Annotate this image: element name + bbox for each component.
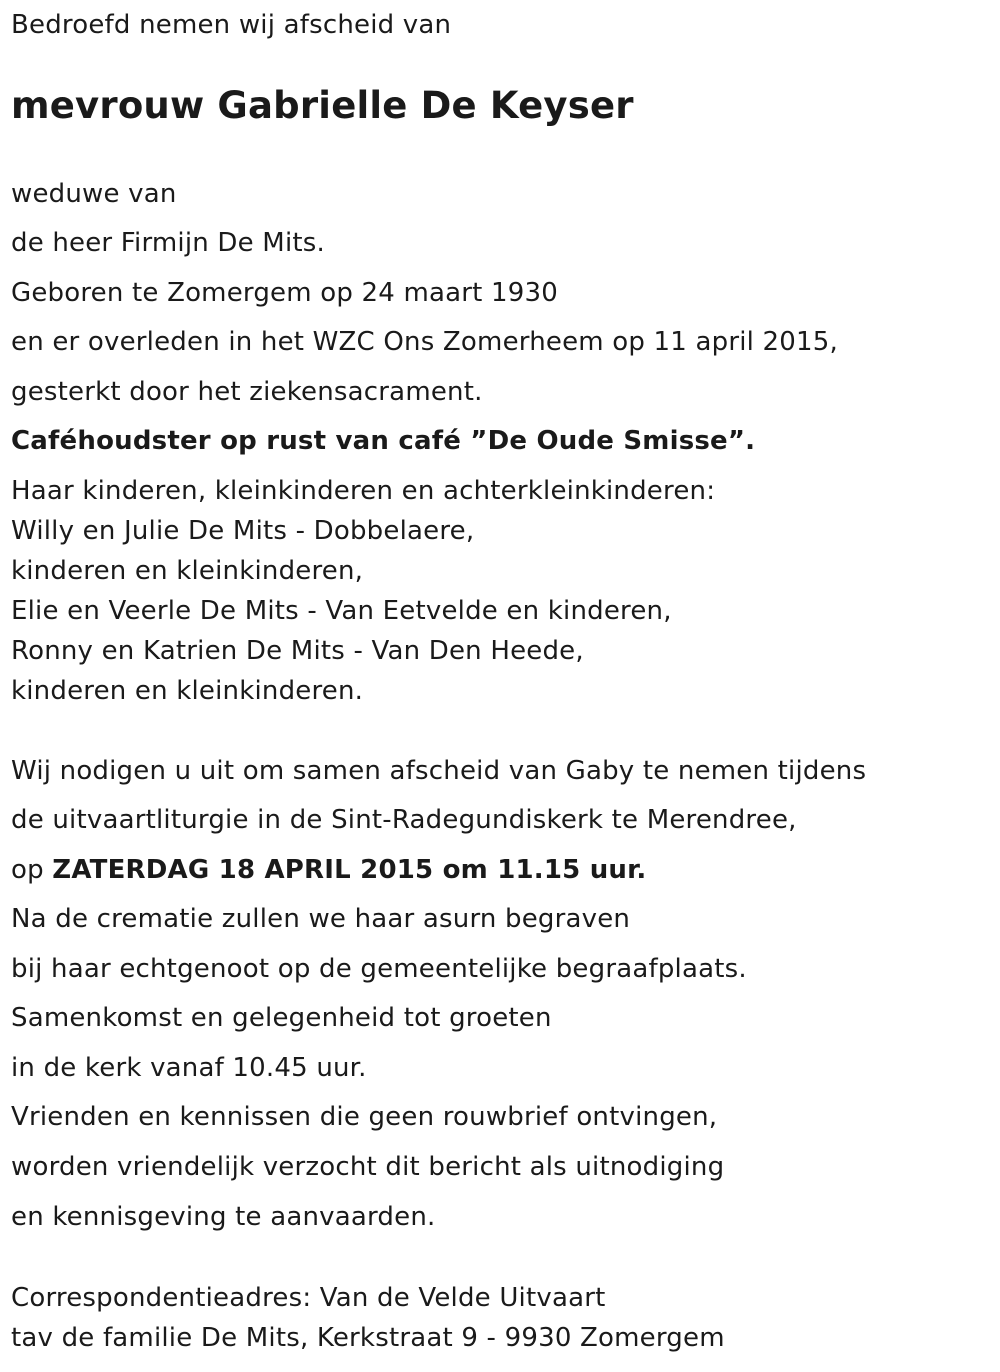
correspondence-address: tav de familie De Mits, Kerkstraat 9 - 9930 Zomergem xyxy=(11,1323,725,1353)
death-line: en er overleden in het WZC Ons Zomerheem op 11 april 2015, xyxy=(11,327,838,357)
family-line: Ronny en Katrien De Mits - Van Den Heede, xyxy=(11,636,584,666)
family-line: kinderen en kleinkinderen. xyxy=(11,676,364,706)
occupation-line: Caféhoudster op rust van café ”De Oude Smisse”. xyxy=(11,426,756,456)
detail-line: weduwe van xyxy=(11,179,177,209)
invitation-line: Samenkomst en gelegenheid tot groeten xyxy=(11,1003,552,1033)
family-line: Elie en Veerle De Mits - Van Eetvelde en kinderen, xyxy=(11,596,672,626)
detail-line: de heer Firmijn De Mits. xyxy=(11,228,325,258)
ceremony-date: ZATERDAG 18 APRIL 2015 om 11.15 uur. xyxy=(52,855,647,885)
date-prefix: op xyxy=(11,855,53,885)
family-line: Willy en Julie De Mits - Dobbelaere, xyxy=(11,516,475,546)
family-line: Haar kinderen, kleinkinderen en achterkleinkinderen: xyxy=(11,476,716,506)
invitation-line: in de kerk vanaf 10.45 uur. xyxy=(11,1053,367,1083)
invitation-line: Wij nodigen u uit om samen afscheid van Gaby te nemen tijdens xyxy=(11,756,867,786)
invitation-line: bij haar echtgenoot op de gemeentelijke begraafplaats. xyxy=(11,954,747,984)
invitation-line: Vrienden en kennissen die geen rouwbrief ontvingen, xyxy=(11,1102,718,1132)
family-line: kinderen en kleinkinderen, xyxy=(11,556,364,586)
deceased-name: mevrouw Gabrielle De Keyser xyxy=(11,84,634,127)
invitation-line: en kennisgeving te aanvaarden. xyxy=(11,1202,436,1232)
detail-line: gesterkt door het ziekensacrament. xyxy=(11,377,483,407)
correspondence-address: Correspondentieadres: Van de Velde Uitvaart xyxy=(11,1283,606,1313)
birth-line: Geboren te Zomergem op 24 maart 1930 xyxy=(11,278,558,308)
invitation-line: Na de crematie zullen we haar asurn begraven xyxy=(11,904,631,934)
ceremony-date-line xyxy=(11,853,647,887)
invitation-line: de uitvaartliturgie in de Sint-Radegundiskerk te Merendree, xyxy=(11,805,797,835)
intro-text: Bedroefd nemen wij afscheid van xyxy=(11,10,452,40)
invitation-line: worden vriendelijk verzocht dit bericht als uitnodiging xyxy=(11,1152,725,1182)
